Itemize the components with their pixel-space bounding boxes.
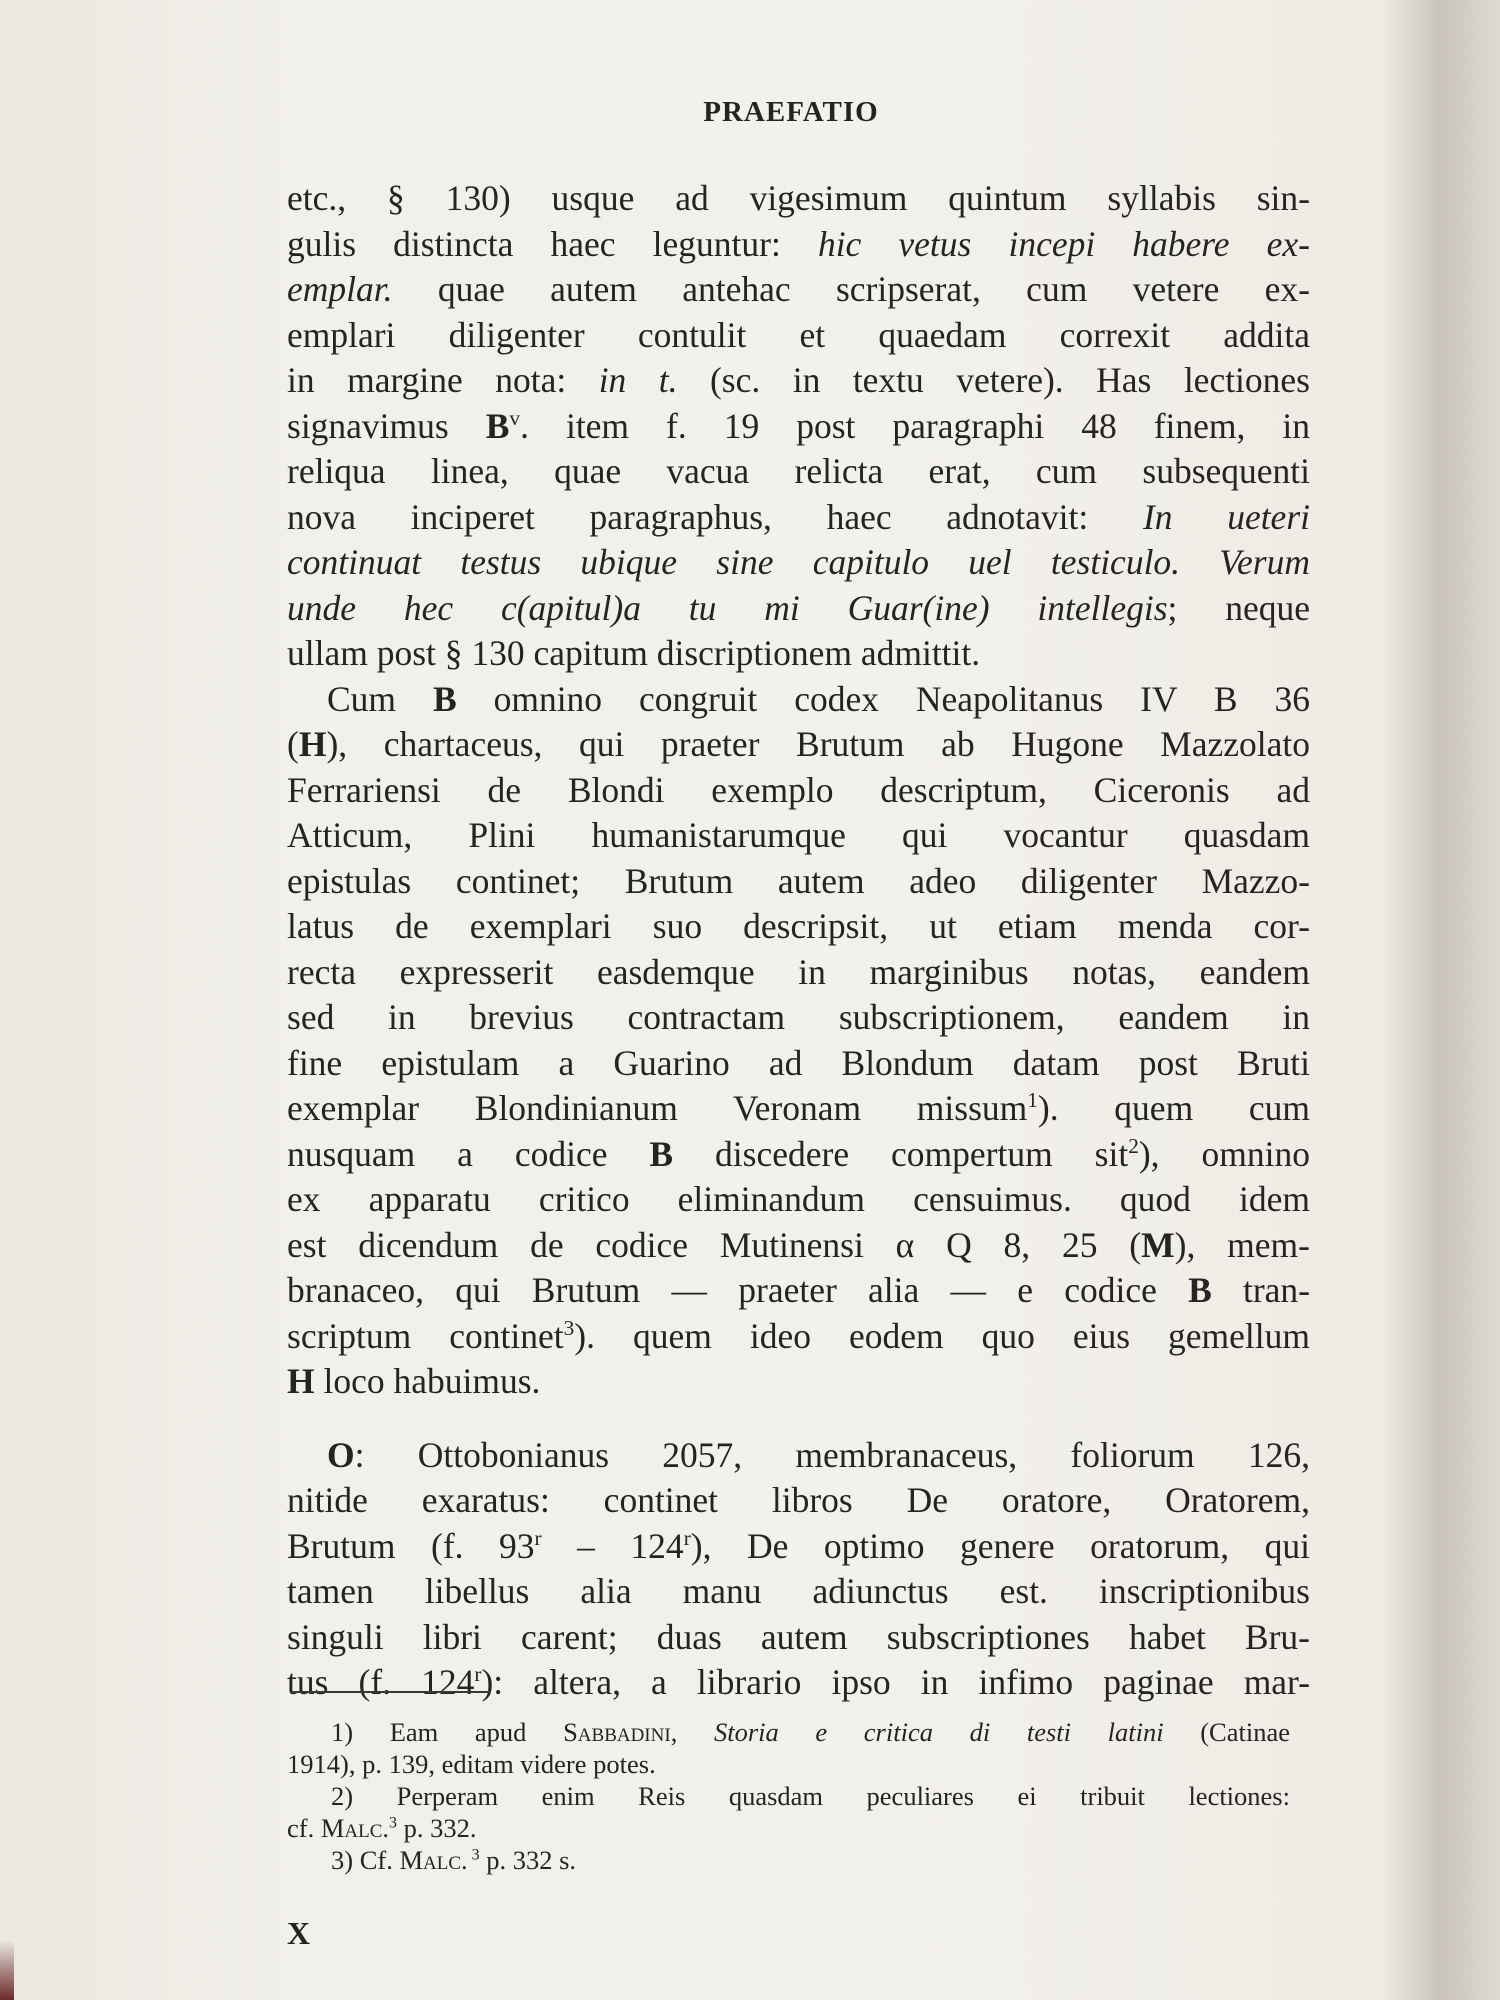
text-line [287, 586, 1310, 632]
superscript: 1 [1027, 1088, 1038, 1113]
text-run: ), chartaceus, qui praeter Brutum ab Hugone Mazzolato [326, 724, 1310, 764]
text-line [287, 1268, 1310, 1314]
text-line [287, 404, 1310, 450]
text-run: cf. [287, 1813, 321, 1843]
text-line-words [287, 404, 1310, 450]
text-run: ), omnino [1138, 1133, 1310, 1174]
text-line [287, 859, 1310, 905]
text-line [287, 1177, 1310, 1223]
text-line-words [287, 1268, 1310, 1314]
text-run: . item f. 19 post paragraphi 48 finem, in [520, 405, 1310, 446]
author-name: Sabbadini [563, 1717, 671, 1747]
italic-text: in t. [598, 360, 678, 400]
text-line-words [327, 1433, 1310, 1479]
italic-text: continuat testus ubique sine capitulo uel testiculo. Verum [287, 542, 1310, 582]
text-run: ). quem cum [1037, 1088, 1310, 1128]
footnote-line-words [331, 1780, 1290, 1812]
running-header: PRAEFATIO [703, 96, 879, 128]
text-line-words [287, 540, 1310, 586]
text-run: Cum [327, 678, 433, 719]
text-line-words [287, 1615, 1310, 1661]
text-line-words [287, 950, 1310, 996]
text-line-words [287, 722, 1310, 768]
superscript: 3 [389, 1814, 397, 1832]
text-run: 2) Perperam enim Reis quasdam peculiares ei tribuit lectiones: [331, 1781, 1290, 1811]
text-line-words [287, 631, 1310, 677]
text-line [287, 1433, 1310, 1479]
text-line [287, 1569, 1310, 1615]
text-run: latus de exemplari suo descripsit, ut etiam menda cor- [287, 906, 1310, 946]
text-line-words [287, 313, 1310, 359]
text-line [287, 358, 1310, 404]
text-line [287, 222, 1310, 268]
text-line-words [287, 1478, 1310, 1524]
text-run: etc., § 130) usque ad vigesimum quintum syllabis sin- [287, 178, 1310, 218]
footnote-line [287, 1812, 1290, 1844]
italic-text: emplar. [287, 269, 393, 309]
text-line-words [287, 1660, 1310, 1706]
text-line [287, 1660, 1310, 1706]
text-line-words [287, 1314, 1310, 1360]
text-run: ), mem- [1174, 1224, 1310, 1265]
body-text [287, 176, 1310, 1706]
text-line-words [287, 1359, 1310, 1405]
text-run: in margine nota: [287, 360, 599, 400]
text-line-words [287, 1041, 1310, 1087]
author-name: Malc. [399, 1845, 468, 1875]
footnote-line-words [287, 1748, 1290, 1780]
text-line [287, 1314, 1310, 1360]
footnote-line-words [331, 1844, 1290, 1876]
text-run: 1914), p. 139, editam videre potes. [287, 1749, 656, 1779]
text-run: Atticum, Plini humanistarumque qui vocantur quasdam [287, 815, 1310, 855]
text-run: Ferrariensi de Blondi exemplo descriptum, Ciceronis ad [287, 769, 1310, 810]
text-line-words [287, 813, 1310, 859]
text-run: Brutum (f. 93 [287, 1525, 535, 1566]
text-line-words [287, 1132, 1310, 1178]
superscript: 3 [563, 1315, 575, 1340]
footnote-line [287, 1844, 1290, 1876]
siglum: B [649, 1133, 674, 1174]
text-line-words [287, 449, 1310, 495]
footnote-rule [291, 1691, 491, 1693]
text-line-words [287, 904, 1310, 950]
text-line [287, 540, 1310, 586]
text-line-words [327, 677, 1310, 723]
text-run: tamen libellus alia manu adiunctus est. inscriptionibus [287, 1571, 1310, 1611]
text-line [287, 677, 1310, 723]
text-line-words [287, 358, 1310, 404]
text-run: nusquam a codice [287, 1133, 650, 1174]
footnote-line-words [287, 1812, 1290, 1844]
text-line [287, 950, 1310, 996]
text-line [287, 768, 1310, 814]
text-run: est dicendum de codice Mutinensi α Q 8, 25 ( [287, 1224, 1142, 1265]
text-run: epistulas continet; Brutum autem adeo diligenter Mazzo- [287, 860, 1310, 901]
siglum: H [298, 724, 327, 764]
text-run: ex apparatu critico eliminandum censuimus. quod idem [287, 1179, 1310, 1219]
text-run: singuli libri carent; duas autem subscriptiones habet Bru- [287, 1616, 1310, 1657]
text-line [287, 267, 1310, 313]
text-run: reliqua linea, quae vacua relicta erat, cum subsequenti [287, 451, 1310, 491]
superscript: 2 [1128, 1133, 1139, 1158]
text-line [287, 495, 1310, 541]
superscript: r [683, 1525, 691, 1550]
text-line [287, 1359, 1310, 1405]
text-run: nitide exaratus: continet libros De oratore, Oratorem, [287, 1480, 1310, 1520]
text-run: branaceo, qui Brutum — praeter alia — e codice [287, 1270, 1189, 1310]
text-line [287, 722, 1310, 768]
text-line-words [287, 1524, 1310, 1570]
text-run: 3) Cf. [331, 1845, 400, 1875]
text-run: scriptum continet [287, 1315, 564, 1356]
text-run: ( [287, 724, 299, 764]
text-line [287, 1478, 1310, 1524]
text-line-words [287, 586, 1310, 632]
text-line [287, 1524, 1310, 1570]
italic-text: Storia e critica di testi latini [713, 1717, 1164, 1747]
text-line [287, 1041, 1310, 1087]
text-line [287, 1132, 1310, 1178]
text-run: – 124 [541, 1525, 684, 1566]
text-line [287, 176, 1310, 222]
text-line-words [287, 176, 1310, 222]
italic-text: hic vetus incepi habere ex- [817, 223, 1310, 264]
text-run: discedere compertum sit [673, 1133, 1129, 1174]
siglum: M [1141, 1224, 1175, 1265]
italic-text: unde hec c(apitul)a tu mi Guar(ine) intellegis [287, 587, 1168, 628]
text-line [287, 449, 1310, 495]
superscript: v [509, 405, 521, 430]
superscript: r [474, 1662, 482, 1687]
text-run: fine epistulam a Guarino ad Blondum datam post Bruti [287, 1042, 1310, 1083]
text-line-words [287, 995, 1310, 1041]
text-run: sed in brevius contractam subscriptionem, eandem in [287, 997, 1310, 1037]
text-line-words [287, 859, 1310, 905]
text-run: loco habuimus. [314, 1361, 541, 1401]
text-run: exemplar Blondinianum Veronam missum [287, 1088, 1028, 1128]
footnote-line [287, 1716, 1290, 1748]
text-run: ullam post § 130 capitum discriptionem admittit. [287, 633, 981, 673]
text-line-words [287, 768, 1310, 814]
author-name: Malc. [320, 1813, 390, 1843]
text-run: 1) Eam apud [331, 1717, 564, 1747]
text-run: p. 332 s. [479, 1845, 577, 1875]
siglum: B [485, 405, 510, 446]
text-run: quae autem antehac scripserat, cum vetere ex- [392, 269, 1310, 309]
text-run: p. 332. [397, 1813, 477, 1843]
text-run: (sc. in textu vetere). Has lectiones [677, 360, 1310, 400]
footnotes [287, 1716, 1290, 1876]
text-run: ). quem ideo eodem quo eius gemellum [574, 1315, 1310, 1356]
text-run: ; neque [1167, 587, 1310, 628]
text-run: signavimus [287, 405, 486, 446]
text-run: ): altera, a librario ipso in infimo paginae mar- [481, 1662, 1310, 1702]
footnote-line-words [331, 1716, 1290, 1748]
text-run: gulis distincta haec leguntur: [287, 223, 818, 264]
siglum: O [327, 1434, 355, 1475]
text-run: tran- [1211, 1270, 1310, 1310]
text-line-words [287, 222, 1310, 268]
text-line [287, 1223, 1310, 1269]
siglum: B [1188, 1270, 1212, 1310]
text-line [287, 995, 1310, 1041]
text-line [287, 313, 1310, 359]
superscript: 3 [467, 1846, 480, 1864]
siglum: H [287, 1361, 315, 1401]
text-line [287, 1615, 1310, 1661]
text-line [287, 631, 1310, 677]
text-run: emplari diligenter contulit et quaedam correxit addita [287, 314, 1310, 355]
text-run: (Catinae [1163, 1717, 1290, 1747]
text-run: recta expresserit easdemque in marginibus notas, eandem [287, 951, 1310, 992]
text-run: omnino congruit codex Neapolitanus IV B 36 [456, 678, 1310, 719]
text-run: nova inciperet paragraphus, haec adnotavit: [287, 496, 1143, 537]
text-run: ), De optimo genere oratorum, qui [690, 1525, 1311, 1566]
text-line-words [287, 495, 1310, 541]
text-line-words [287, 1569, 1310, 1615]
text-run: tus (f. 124 [287, 1662, 475, 1702]
text-line-words [287, 1223, 1310, 1269]
footnote-line [287, 1748, 1290, 1780]
footnote-line [287, 1780, 1290, 1812]
text-line-words [287, 1086, 1310, 1132]
text-run: : Ottobonianus 2057, membranaceus, foliorum 126, [354, 1434, 1310, 1475]
text-line [287, 1086, 1310, 1132]
text-line [287, 904, 1310, 950]
italic-text: In ueteri [1142, 496, 1310, 537]
page-number: X [287, 1915, 311, 1951]
text-line [287, 813, 1310, 859]
text-line-words [287, 1177, 1310, 1223]
text-run: , [670, 1717, 714, 1747]
siglum: B [432, 678, 457, 719]
text-line-words [287, 267, 1310, 313]
superscript: r [534, 1525, 542, 1550]
book-cover-edge [0, 1940, 14, 2000]
